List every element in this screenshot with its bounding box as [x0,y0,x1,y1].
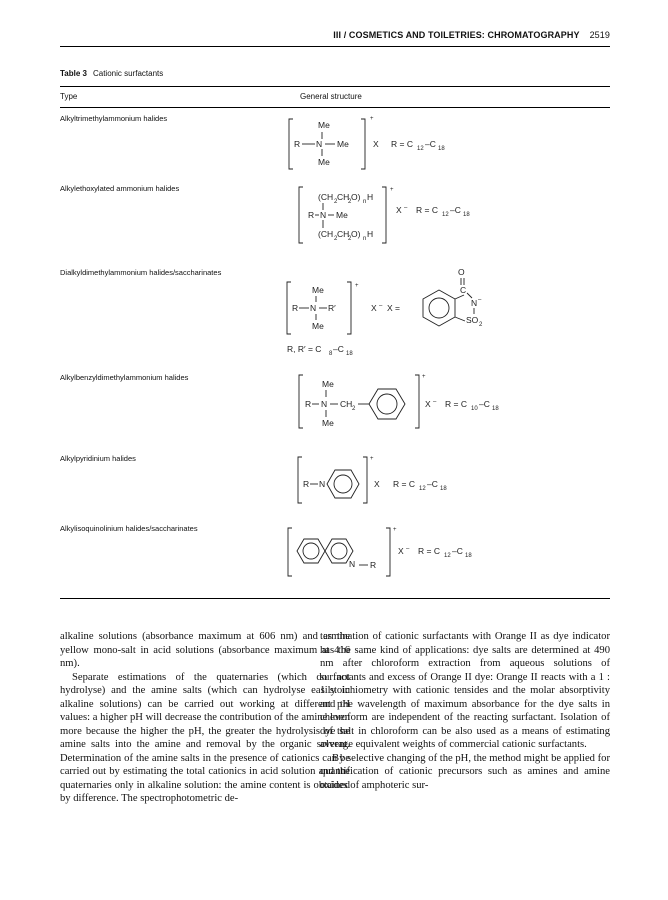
table-caption-text: Cationic surfactants [92,69,164,78]
svg-text:2: 2 [348,236,352,242]
svg-text:Me: Me [312,321,324,331]
svg-text:Me: Me [337,139,349,149]
svg-text:10: 10 [471,406,478,412]
svg-text:–C: –C [450,205,461,215]
body-paragraph: alkaline solutions (absorbance maximum at 606 nm) and as the yellow mono-salt in acid solutions (absorbance maximum at 416 nm). [60,631,350,669]
svg-text:12: 12 [442,212,449,218]
svg-text:18: 18 [438,146,445,152]
table-label: Table 3 [60,69,87,78]
svg-text:(CH: (CH [318,192,334,202]
svg-text:N: N [471,298,478,308]
row-type-label: Alkyltrimethylammonium halides [60,114,168,123]
svg-text:8: 8 [329,351,333,357]
svg-text:R: R [294,139,301,149]
structure-alkylisoquinolinium [285,523,505,581]
svg-text:Me: Me [312,285,324,295]
header-rule [60,46,610,47]
svg-text:X: X [398,546,404,556]
svg-text:2: 2 [348,199,352,205]
row-type-label: Alkylethoxylated ammonium halides [60,184,180,193]
svg-text:–C: –C [425,139,436,149]
svg-text:CH: CH [340,399,353,409]
row-type-label: Alkylisoquinolinium halides/saccharinates [60,524,198,533]
svg-text:H: H [367,229,374,239]
svg-text:12: 12 [417,146,424,152]
body-paragraph: Separate estimations of the quaternaries (which do not hydrolyse) and the amine salts (which can hydrolyse easily in alkaline solutions) can be carried out working at different pH values: a higher pH will decrease the contribution of the amine even more because the higher the pH, the greater the hydrolysis of the amine salts into the amine and removal by the organic solvent. Determination of the amine salts in the presence of cationics can be carried out by estimating the total cationics in acid solution and the quaternaries only in alkaline solution: the amine content is obtained by difference. The spectrophotometric de- [60,671,350,804]
svg-text:R = C: R = C [391,139,413,149]
structure-dialkyldimethylammonium-saccharinate [285,262,515,357]
svg-text:–: – [433,399,437,405]
svg-text:R = C: R = C [416,205,438,215]
structure-alkylpyridinium [285,452,485,508]
svg-text:–C: –C [452,546,463,556]
svg-text:R′: R′ [328,303,336,313]
svg-text:R: R [292,303,299,313]
svg-text:18: 18 [346,351,353,357]
svg-text:R = C: R = C [445,399,467,409]
svg-text:18: 18 [440,486,447,492]
page-number: 2519 [589,30,610,40]
running-header [60,30,610,42]
structure-alkylbenzyldimethylammonium [285,370,515,432]
svg-text:2: 2 [334,199,338,205]
row-type-label: Alkylpyridinium halides [60,454,136,463]
svg-text:SO: SO [466,315,479,325]
running-title: III / COSMETICS AND TOILETRIES: CHROMATOGRAPHY [333,30,580,40]
svg-text:–: – [379,303,383,309]
svg-text:H: H [367,192,374,202]
svg-text:R: R [305,399,312,409]
structure-alkylethoxylated-ammonium [285,183,505,248]
table-header-rule [60,107,610,108]
svg-text:X =: X = [387,303,400,313]
body-paragraph: By selective changing of the pH, the method might be applied for quantification of cationic precursors such as amines and amine oxides of amphoteric sur- [320,752,610,791]
table-bottom-rule [60,598,610,599]
svg-text:N: N [321,399,328,409]
svg-text:N: N [319,479,326,489]
svg-text:–: – [404,205,408,211]
svg-text:CH: CH [337,229,350,239]
row-type-label: Dialkyldimethylammonium halides/saccharinates [60,268,222,277]
svg-text:C: C [460,285,467,295]
svg-text:12: 12 [419,486,426,492]
svg-text:N: N [349,559,356,569]
svg-text:18: 18 [465,553,472,559]
svg-text:–C: –C [427,479,438,489]
svg-text:2: 2 [352,406,356,412]
svg-text:2: 2 [479,322,483,328]
svg-text:O): O) [351,192,361,202]
svg-text:R, R′ = C: R, R′ = C [287,344,322,354]
table-top-rule [60,86,610,87]
svg-text:O): O) [351,229,361,239]
column-header-type: Type [60,92,78,101]
svg-text:18: 18 [492,406,499,412]
structure-alkyltrimethylammonium [285,114,485,174]
row-type-label: Alkylbenzyldimethylammonium halides [60,373,189,382]
svg-text:X: X [396,205,402,215]
svg-text:Me: Me [318,120,330,130]
svg-text:X: X [425,399,431,409]
svg-text:2: 2 [334,236,338,242]
svg-text:n: n [363,199,367,205]
svg-text:R = C: R = C [393,479,415,489]
svg-text:Me: Me [318,157,330,167]
svg-text:O: O [458,267,465,277]
svg-text:(CH: (CH [318,229,334,239]
svg-text:R: R [308,210,315,220]
svg-text:Me: Me [322,379,334,389]
svg-text:–: – [478,297,482,303]
svg-text:N: N [310,303,317,313]
svg-text:n: n [363,236,367,242]
svg-text:R = C: R = C [418,546,440,556]
svg-text:N: N [316,139,323,149]
svg-text:+: + [390,187,394,193]
svg-text:12: 12 [444,553,451,559]
svg-text:–C: –C [479,399,490,409]
svg-text:Me: Me [336,210,348,220]
svg-text:Me: Me [322,418,334,428]
svg-text:+: + [370,116,374,122]
svg-text:X: X [374,479,380,489]
svg-text:+: + [393,527,397,533]
svg-text:R: R [370,560,377,570]
svg-text:X: X [371,303,377,313]
column-header-structure: General structure [300,92,362,101]
body-column-right [320,630,610,792]
svg-text:+: + [370,456,374,462]
svg-text:X: X [373,139,379,149]
svg-text:CH: CH [337,192,350,202]
svg-text:R: R [303,479,310,489]
svg-text:N: N [320,210,327,220]
svg-text:–: – [406,546,410,552]
body-column-left [60,630,350,806]
svg-text:+: + [422,374,426,380]
svg-text:–C: –C [333,344,344,354]
svg-text:18: 18 [463,212,470,218]
svg-text:+: + [355,283,359,289]
table-caption [60,69,163,78]
body-paragraph: termination of cationic surfactants with Orange II as dye indicator has the same kind of applications: dye salts are determined at 490 nm after chloroform extraction from aqueous solutions of surfactants and excess of Orange II dye: Orange II reacts with a 1 : 1 stoichiometry with cationic tensides and the molar absorptivity and the wavelength of maximum absorbance for the dye salts in chloroform are independent of the reacting surfactant. Isolation of dye salt in chloroform can be also used as a means of estimating average equivalent weights of commercial cationic surfactants. [320,631,610,750]
